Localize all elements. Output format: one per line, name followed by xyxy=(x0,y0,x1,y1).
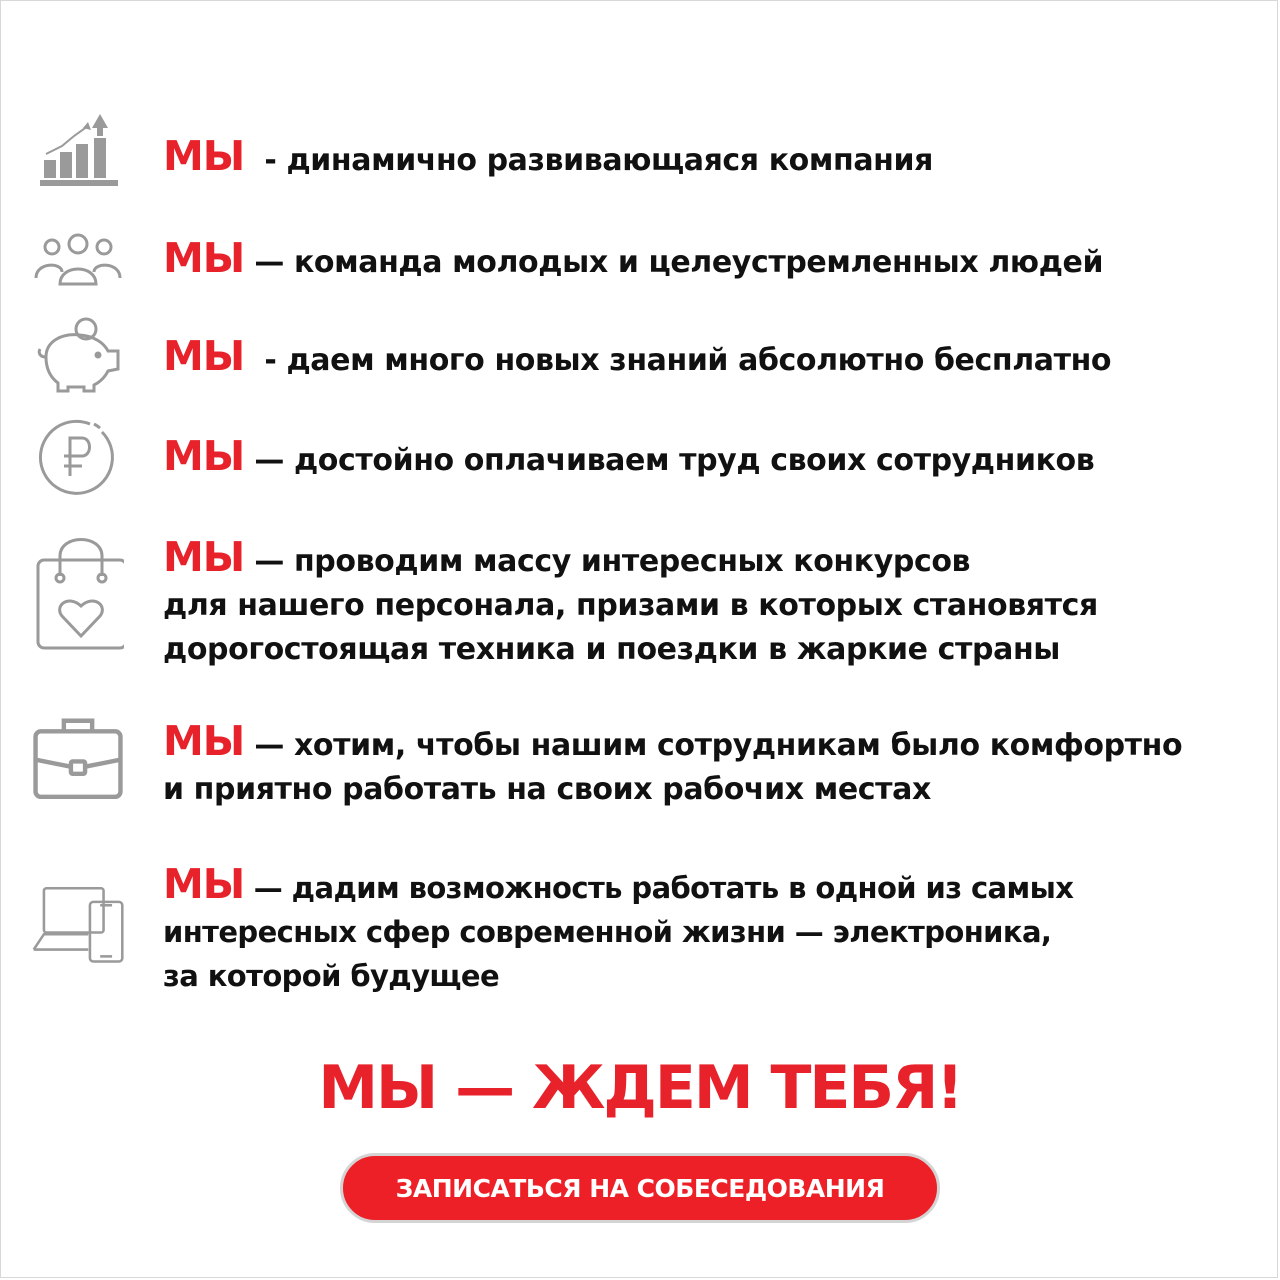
team-people-icon xyxy=(32,232,124,288)
item-text: интересных сфер современной жизни — электроника, xyxy=(163,915,1052,949)
item-text: — достойно оплачиваем труд своих сотрудников xyxy=(244,443,1095,478)
we-label: МЫ xyxy=(163,132,245,180)
we-label: МЫ xyxy=(163,332,245,380)
we-label: МЫ xyxy=(163,860,245,908)
growth-chart-icon xyxy=(32,112,124,188)
we-label: МЫ xyxy=(163,432,245,480)
item-text: — проводим массу интересных конкурсов xyxy=(244,544,971,579)
item-text: - динамично развивающаяся компания xyxy=(244,143,933,178)
gift-bag-heart-icon xyxy=(32,526,124,654)
item-text: — команда молодых и целеустремленных людей xyxy=(244,245,1104,280)
item-text: за которой будущее xyxy=(163,959,500,993)
item-text: для нашего персонала, призами в которых становятся xyxy=(163,588,1098,623)
item-text: - даем много новых знаний абсолютно бесплатно xyxy=(244,343,1112,378)
laptop-phone-icon xyxy=(32,878,124,970)
interview-signup-button[interactable]: ЗАПИСАТЬСЯ НА СОБЕСЕДОВАНИЯ xyxy=(340,1153,940,1223)
item-text: и приятно работать на своих рабочих местах xyxy=(163,772,931,807)
we-label: МЫ xyxy=(163,234,245,282)
item-text: дорогостоящая техника и поездки в жаркие страны xyxy=(163,632,1061,667)
headline: МЫ — ЖДЕМ ТЕБЯ! xyxy=(318,1053,962,1123)
briefcase-icon xyxy=(32,708,124,806)
item-text: — хотим, чтобы нашим сотрудникам было комфортно xyxy=(244,728,1183,763)
ruble-coin-icon xyxy=(32,418,124,496)
piggy-bank-icon xyxy=(32,313,124,393)
item-text: — дадим возможность работать в одной из самых xyxy=(244,871,1074,905)
we-label: МЫ xyxy=(163,717,245,765)
we-label: МЫ xyxy=(163,533,245,581)
